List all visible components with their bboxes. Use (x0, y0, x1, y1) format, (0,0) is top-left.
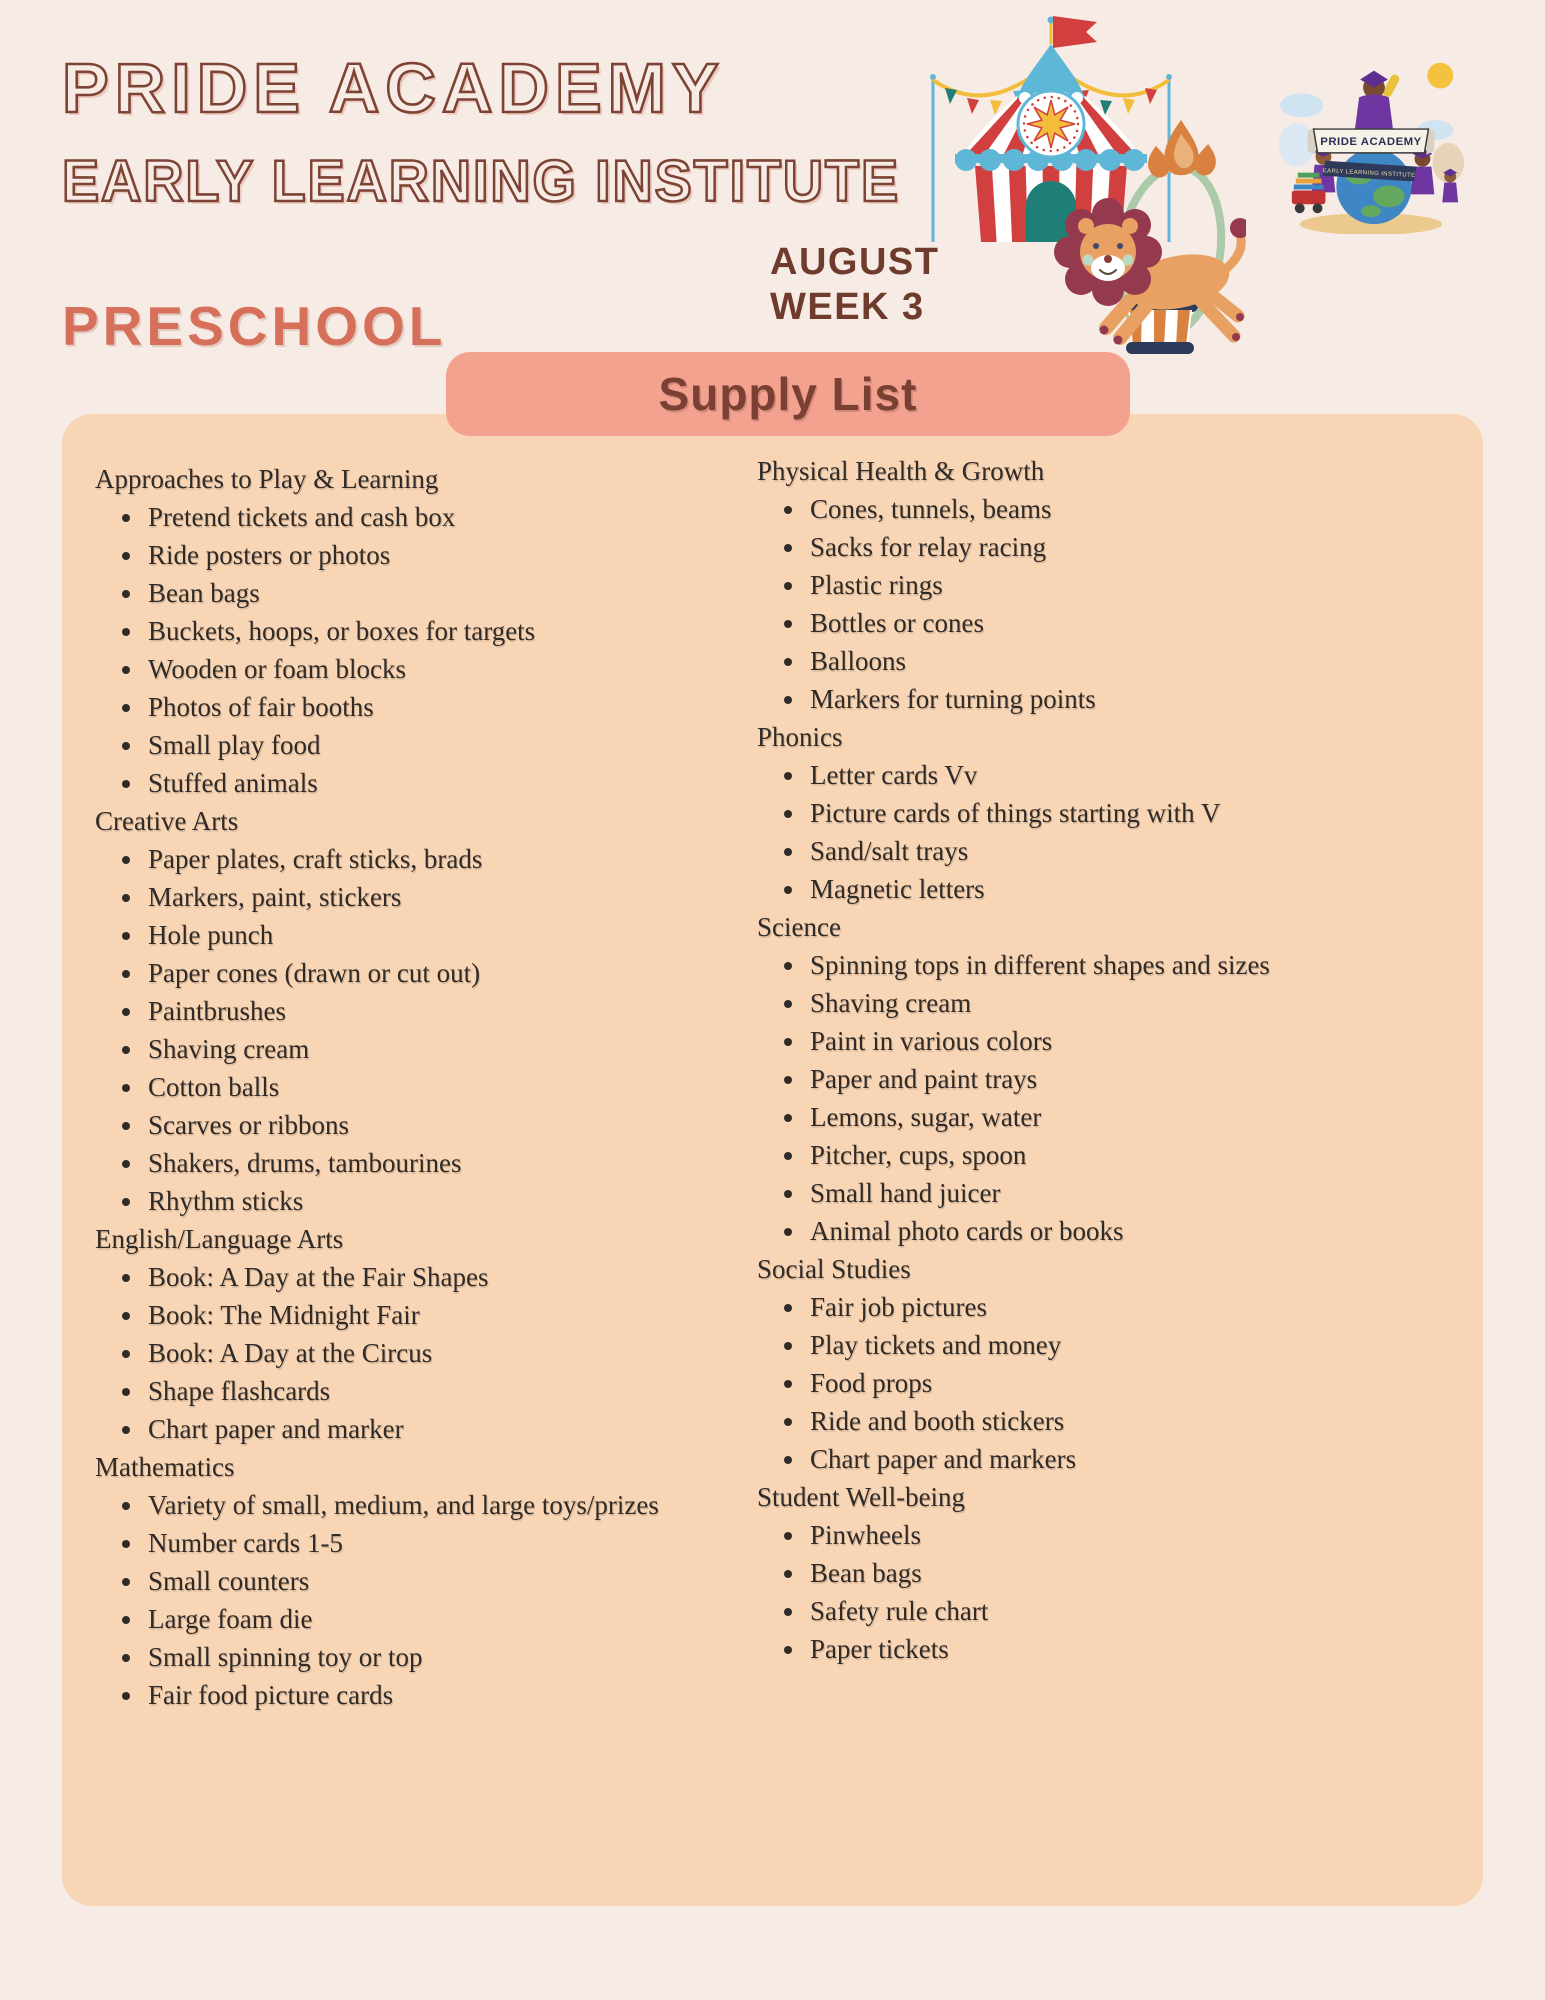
list-item: • Animal photo cards or books (807, 1212, 1472, 1250)
supply-section (95, 1448, 740, 1714)
list-item: • Play tickets and money (807, 1326, 1472, 1364)
list-item: • Book: A Day at the Fair Shapes (145, 1258, 740, 1296)
section-title: Social Studies (757, 1254, 911, 1284)
list-item: • Sand/salt trays (807, 832, 1472, 870)
month-label: AUGUST (770, 241, 940, 283)
list-item: • Pitcher, cups, spoon (807, 1136, 1472, 1174)
supply-section (757, 908, 1472, 1250)
supply-column-right (757, 452, 1472, 1668)
list-item: • Hole punch (145, 916, 740, 954)
supply-section (95, 1220, 740, 1448)
list-item: • Food props (807, 1364, 1472, 1402)
list-item: • Paper cones (drawn or cut out) (145, 954, 740, 992)
list-item: • Pretend tickets and cash box (145, 498, 740, 536)
list-item: • Large foam die (145, 1600, 740, 1638)
list-item: • Shaving cream (807, 984, 1472, 1022)
supply-section (757, 452, 1472, 718)
date-block (770, 240, 939, 330)
list-item: • Magnetic letters (807, 870, 1472, 908)
section-title: English/Language Arts (95, 1224, 344, 1254)
list-item: • Bean bags (145, 574, 740, 612)
list-item: • Paint in various colors (807, 1022, 1472, 1060)
list-item: • Shakers, drums, tambourines (145, 1144, 740, 1182)
logo-school-name: PRIDE ACADEMY (1320, 135, 1422, 148)
school-logo (1272, 36, 1470, 234)
supply-section (95, 460, 740, 802)
section-title: Physical Health & Growth (757, 456, 1045, 486)
list-item: • Scarves or ribbons (145, 1106, 740, 1144)
list-item: • Fair food picture cards (145, 1676, 740, 1714)
list-item: • Photos of fair booths (145, 688, 740, 726)
list-item: • Markers for turning points (807, 680, 1472, 718)
list-item: • Pinwheels (807, 1516, 1472, 1554)
list-item: • Paintbrushes (145, 992, 740, 1030)
week-label: WEEK 3 (770, 286, 925, 328)
list-item: • Fair job pictures (807, 1288, 1472, 1326)
supply-items (95, 498, 740, 802)
list-item: • Book: A Day at the Circus (145, 1334, 740, 1372)
list-item: • Paper plates, craft sticks, brads (145, 840, 740, 878)
supply-section (757, 1250, 1472, 1478)
lion-hoop-illustration (1050, 104, 1246, 360)
supply-items (757, 756, 1472, 908)
lion-hoop-icon (1050, 104, 1246, 360)
grade-subtitle: PRESCHOOL (62, 295, 447, 357)
list-item: • Spinning tops in different shapes and sizes (807, 946, 1472, 984)
section-title: Science (757, 912, 841, 942)
list-item: • Balloons (807, 642, 1472, 680)
list-item: • Small counters (145, 1562, 740, 1600)
list-item: • Bean bags (807, 1554, 1472, 1592)
list-item: • Chart paper and marker (145, 1410, 740, 1448)
list-item: • Shaving cream (145, 1030, 740, 1068)
supply-items (757, 1516, 1472, 1668)
supply-column-left (95, 460, 740, 1714)
supply-section (95, 802, 740, 1220)
list-item: • Lemons, sugar, water (807, 1098, 1472, 1136)
supply-items (95, 1486, 740, 1714)
school-logo-icon (1272, 36, 1470, 234)
list-item: • Cotton balls (145, 1068, 740, 1106)
supply-items (757, 946, 1472, 1250)
supply-section (757, 1478, 1472, 1668)
supply-items (95, 1258, 740, 1448)
list-item: • Safety rule chart (807, 1592, 1472, 1630)
list-item: • Bottles or cones (807, 604, 1472, 642)
logo-institute-name: EARLY LEARNING INSTITUTE (1322, 168, 1416, 180)
list-item: • Cones, tunnels, beams (807, 490, 1472, 528)
list-item: • Variety of small, medium, and large toys/prizes (145, 1486, 740, 1524)
supply-list-title: Supply List (658, 368, 918, 420)
list-item: • Markers, paint, stickers (145, 878, 740, 916)
list-item: • Ride posters or photos (145, 536, 740, 574)
list-item: • Shape flashcards (145, 1372, 740, 1410)
list-item: • Letter cards Vv (807, 756, 1472, 794)
supply-items (757, 1288, 1472, 1478)
list-item: • Book: The Midnight Fair (145, 1296, 740, 1334)
supply-section (757, 718, 1472, 908)
list-item: • Buckets, hoops, or boxes for targets (145, 612, 740, 650)
list-item: • Sacks for relay racing (807, 528, 1472, 566)
section-title: Creative Arts (95, 806, 239, 836)
list-item: • Rhythm sticks (145, 1182, 740, 1220)
list-item: • Picture cards of things starting with V (807, 794, 1472, 832)
section-title: Phonics (757, 722, 843, 752)
list-item: • Small play food (145, 726, 740, 764)
list-item: • Small spinning toy or top (145, 1638, 740, 1676)
school-title-line2: EARLY LEARNING INSTITUTE (62, 149, 901, 214)
list-item: • Small hand juicer (807, 1174, 1472, 1212)
school-title-line1: PRIDE ACADEMY (62, 49, 725, 127)
list-item: • Paper tickets (807, 1630, 1472, 1668)
list-item: • Number cards 1-5 (145, 1524, 740, 1562)
list-item: • Stuffed animals (145, 764, 740, 802)
list-item: • Plastic rings (807, 566, 1472, 604)
supply-items (95, 840, 740, 1220)
section-title: Approaches to Play & Learning (95, 464, 439, 494)
section-title: Student Well-being (757, 1482, 966, 1512)
supply-list-header (446, 352, 1130, 436)
list-item: • Chart paper and markers (807, 1440, 1472, 1478)
section-title: Mathematics (95, 1452, 235, 1482)
list-item: • Paper and paint trays (807, 1060, 1472, 1098)
list-item: • Ride and booth stickers (807, 1402, 1472, 1440)
list-item: • Wooden or foam blocks (145, 650, 740, 688)
supply-items (757, 490, 1472, 718)
